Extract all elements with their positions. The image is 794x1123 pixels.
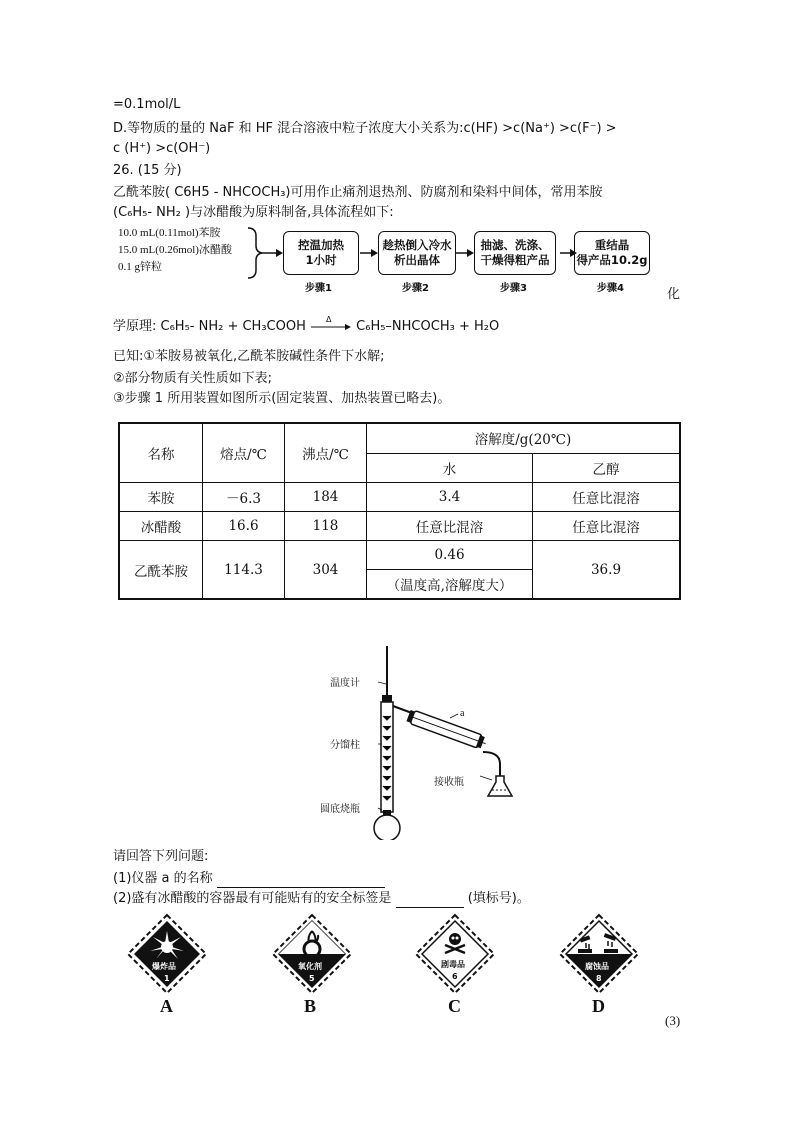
- property-table: [118, 422, 681, 600]
- cell-ethanol: 任意比混溶: [533, 512, 681, 541]
- cell-water-note: （温度高,溶解度大）: [367, 570, 533, 600]
- flow-step1-line1: 控温加热: [298, 238, 344, 252]
- sign-a-num: 1: [164, 974, 170, 983]
- sign-toxic: [414, 913, 496, 995]
- apparatus-diagram: [320, 640, 520, 840]
- cell-boiling: 184: [285, 483, 367, 512]
- sign-c-num: 6: [452, 972, 458, 981]
- sign-a-letter: A: [160, 996, 173, 1016]
- reagent-aniline: 10.0 mL(0.11mol)苯胺: [118, 227, 221, 239]
- question-1: [113, 870, 385, 888]
- flow-step1-box: [283, 231, 359, 275]
- table-row: [119, 512, 680, 541]
- sign-d-text: 腐蚀品: [585, 962, 609, 971]
- question-3-marker: (3): [665, 1013, 681, 1028]
- label-receiver: 接收瓶: [434, 777, 464, 788]
- sign-c-text: 剧毒品: [441, 960, 465, 969]
- known-2: ②部分物质有关性质如下表;: [113, 371, 273, 386]
- flow-step3-label: 步骤3: [500, 283, 527, 294]
- intro-line1: 乙酰苯胺( C6H5 - NHCOCH₃)可用作止痛剂退热剂、防腐剂和染料中间体，常用苯胺: [113, 185, 603, 200]
- label-thermometer: 温度计: [330, 678, 360, 689]
- flow-step1-line2: 1小时: [305, 253, 337, 267]
- flow-step3-line2: 干燥得粗产品: [480, 253, 550, 267]
- question-2-text: (2)盛有冰醋酸的容器最有可能贴有的安全标签是: [113, 891, 392, 906]
- header-boiling: 沸点/℃: [285, 423, 367, 483]
- questions-intro: 请回答下列问题:: [113, 849, 209, 864]
- arrow-icon: [310, 320, 352, 334]
- known-3: ③步骤 1 所用装置如图所示(固定装置、加热装置已略去)。: [113, 391, 451, 406]
- sign-d-letter: D: [592, 996, 605, 1016]
- cell-name: 冰醋酸: [119, 512, 203, 541]
- flow-step4-line2: 得产品10.2g: [576, 253, 648, 267]
- flow-step1-label: 步骤1: [305, 283, 332, 294]
- flow-step2-line2: 析出晶体: [394, 253, 440, 267]
- table-row: [119, 541, 680, 570]
- intro-line2: (C₆H₅- NH₂ )与冰醋酸为原料制备,具体流程如下:: [113, 205, 394, 220]
- flow-step4-box: [574, 231, 650, 275]
- wrapped-char: 化: [667, 287, 681, 302]
- header-ethanol: 乙醇: [533, 453, 681, 483]
- option-d-line2: c (H⁺) >c(OH⁻): [113, 141, 211, 156]
- cell-boiling: 118: [285, 512, 367, 541]
- flow-step2-box: [378, 231, 456, 275]
- flow-step3-box: [474, 231, 556, 275]
- reagent-zinc: 0.1 g锌粒: [118, 261, 162, 273]
- cell-ethanol: 36.9: [533, 541, 681, 600]
- principle-reactants: 学原理: C₆H₅- NH₂ + CH₃COOH: [113, 319, 306, 334]
- reagent-acetic-acid: 15.0 mL(0.26mol)冰醋酸: [118, 244, 232, 256]
- sign-corrosive: [558, 913, 640, 995]
- cell-melting: －6.3: [203, 483, 285, 512]
- sign-c-letter: C: [448, 996, 461, 1016]
- previous-option-tail: =0.1mol/L: [113, 97, 181, 112]
- option-d-line1: D.等物质的量的 NaF 和 HF 混合溶液中粒子浓度大小关系为:c(HF) >c(Na⁺) >c(F⁻) >: [113, 121, 617, 136]
- flow-step2-label: 步骤2: [402, 283, 429, 294]
- label-column: 分馏柱: [330, 740, 360, 751]
- cell-ethanol: 任意比混溶: [533, 483, 681, 512]
- sign-oxidizer: [271, 913, 353, 995]
- sign-b-num: 5: [309, 974, 315, 983]
- question-1-text: (1)仪器 a 的名称: [113, 871, 213, 886]
- answer-blank-1[interactable]: [217, 873, 385, 888]
- question-2-suffix: (填标号)。: [467, 891, 530, 906]
- principle-products: C₆H₅–NHCOCH₃ + H₂O: [356, 319, 500, 334]
- flow-step4-label: 步骤4: [597, 283, 624, 294]
- header-name: 名称: [119, 423, 203, 483]
- cell-water: 0.46: [367, 541, 533, 570]
- reaction-arrow: [310, 314, 352, 334]
- skull-icon: [414, 913, 496, 995]
- known-1: 已知:①苯胺易被氧化,乙酰苯胺碱性条件下水解;: [113, 349, 385, 364]
- flow-step3-line1: 抽滤、洗涤、: [480, 238, 550, 252]
- flow-step4-line1: 重结晶: [594, 238, 630, 252]
- header-solubility: 溶解度/g(20℃): [367, 423, 681, 453]
- cell-water: 任意比混溶: [367, 512, 533, 541]
- sign-d-num: 8: [596, 974, 602, 983]
- question-number: 26. (15 分): [113, 163, 182, 178]
- header-water: 水: [367, 453, 533, 483]
- cell-melting: 114.3: [203, 541, 285, 600]
- heat-symbol: Δ: [326, 314, 332, 324]
- label-flask: 圆底烧瓶: [320, 804, 360, 815]
- cell-name: 乙酰苯胺: [119, 541, 203, 600]
- header-melting: 熔点/℃: [203, 423, 285, 483]
- reaction-principle: [113, 314, 500, 336]
- cell-water: 3.4: [367, 483, 533, 512]
- sign-b-letter: B: [304, 996, 317, 1016]
- flow-step2-line1: 趁热倒入冷水: [382, 238, 452, 252]
- sign-explosive: [126, 913, 208, 995]
- sign-b-text: 氧化剂: [298, 962, 322, 971]
- cell-boiling: 304: [285, 541, 367, 600]
- table-row: [119, 483, 680, 512]
- answer-blank-2[interactable]: [396, 893, 464, 908]
- sign-a-text: 爆炸品: [152, 962, 176, 971]
- cell-melting: 16.6: [203, 512, 285, 541]
- label-a: a: [460, 708, 465, 719]
- cell-name: 苯胺: [119, 483, 203, 512]
- question-2: [113, 890, 530, 908]
